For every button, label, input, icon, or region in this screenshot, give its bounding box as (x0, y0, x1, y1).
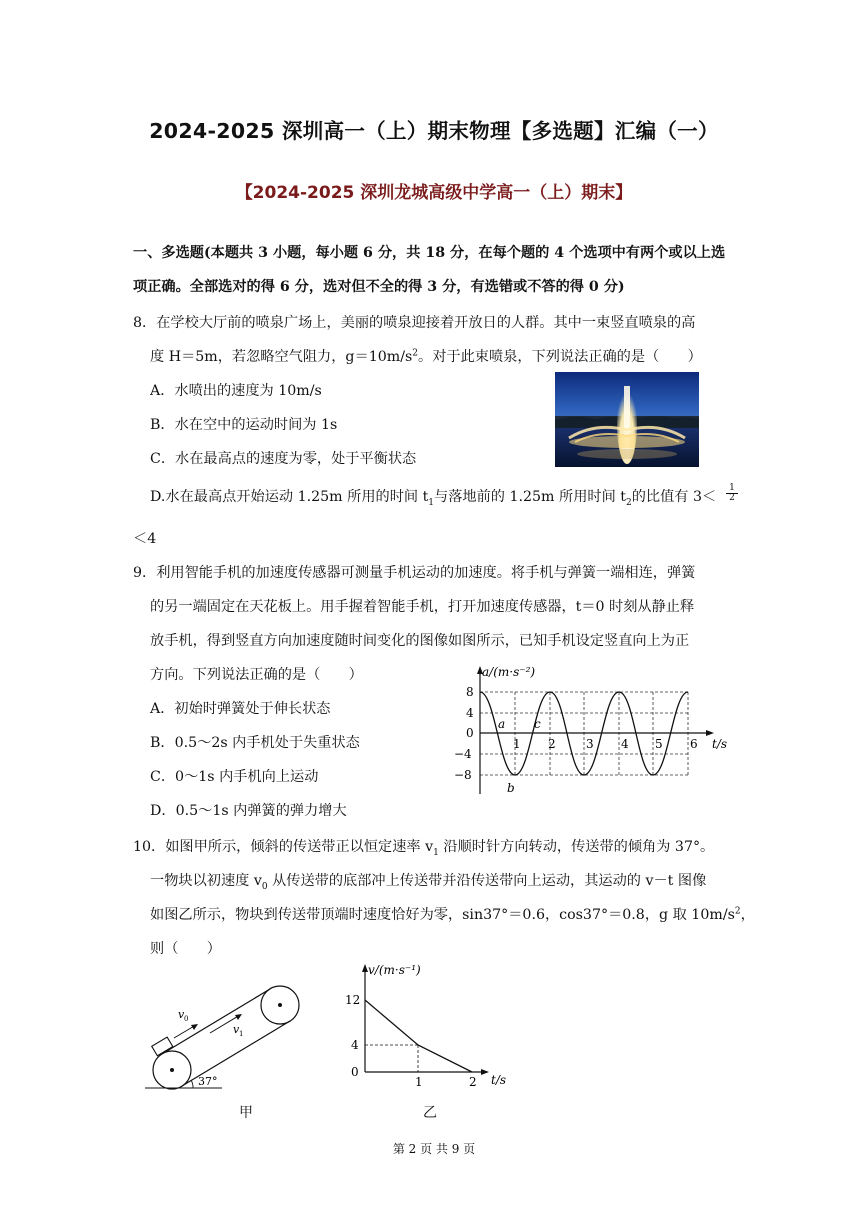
graph9-xtick-6: 6 (690, 737, 698, 751)
graph9-ytick-0: 0 (466, 726, 474, 740)
velocity-time-graph (335, 960, 525, 1090)
section-subtitle: 【2024-2025 深圳龙城高级中学高一（上）期末】 (235, 183, 633, 203)
fig-b-ylabel: v/(m·s⁻¹) (368, 963, 421, 977)
q9-stem-line4: 方向。下列说法正确的是（ ） (150, 667, 363, 683)
q8-stem-line2: 度 H＝5m，若忽略空气阻力，$g=10m/s^2$。对于此束喷泉，下列说法正确的是（ ） (150, 348, 702, 365)
graph9-ylabel: a/(m·s⁻²) (482, 665, 536, 679)
q8-option-d-tail: ＜4 (133, 531, 157, 547)
fig-a-angle-label: 37° (198, 1075, 218, 1088)
fig-b-ytick-0: 0 (351, 1065, 359, 1079)
q8-option-b: B．水在空中的运动时间为 1s (150, 417, 338, 433)
fig-a-v0-sub: 0 (184, 1015, 189, 1023)
q10-stem-line4: 则（ ） (150, 941, 221, 957)
fig-b-xtick-2: 2 (469, 1075, 477, 1089)
graph9-xtick-3: 3 (586, 737, 594, 751)
q9-option-d: D．0.5～1s 内弹簧的弹力增大 (150, 803, 347, 819)
q10-stem-line3: 如图乙所示，物块到传送带顶端时速度恰好为零，sin37°＝0.6，cos37°＝0.8，g 取 $10m/s^2$， (150, 906, 755, 923)
graph9-point-a: a (498, 717, 506, 731)
q8-option-a: A．水喷出的速度为 10m/s (150, 383, 322, 399)
q9-option-a: A．初始时弹簧处于伸长状态 (150, 701, 331, 717)
fig-a-caption: 甲 (239, 1105, 253, 1121)
acceleration-time-graph (440, 662, 740, 802)
graph9-ytick-neg8: −8 (454, 768, 472, 782)
fig-b-xlabel: t/s (491, 1073, 507, 1087)
q8-stem-line1: 8．在学校大厅前的喷泉广场上，美丽的喷泉迎接着开放日的人群。其中一束竖直喷泉的高 (133, 315, 696, 331)
page-title: 2024-2025 深圳高一（上）期末物理【多选题】汇编（一） (149, 119, 719, 143)
q9-option-b: B．0.5～2s 内手机处于失重状态 (150, 735, 360, 751)
q10-stem-line1: 10．如图甲所示，倾斜的传送带正以恒定速率 $v_1$ 沿顺时针方向转动，传送带的倾角为 37°。 (133, 839, 715, 858)
graph9-ytick-8: 8 (466, 685, 474, 699)
q9-stem-line2: 的另一端固定在天花板上。用手握着智能手机，打开加速度传感器，t＝0 时刻从静止释 (150, 599, 695, 615)
section-instructions-line1: 一、多选题(本题共 3 小题，每小题 6 分，共 18 分，在每个题的 4 个选项中有两个或以上选 (133, 245, 726, 261)
graph9-xlabel: t/s (712, 737, 728, 751)
graph9-ytick-4: 4 (466, 706, 474, 720)
graph9-point-c: c (534, 717, 541, 731)
graph9-ytick-neg4: −4 (454, 747, 472, 761)
q8-option-d: D.水在最高点开始运动 1.25m 所用的时间 $t_1$与落地前的 1.25m 所用时间 $t_2$的比值有 3＜ (150, 489, 717, 508)
fig-a-v1-label: v (233, 1023, 240, 1036)
graph9-xtick-5: 5 (655, 737, 663, 751)
fig-a-v1-sub: 1 (239, 1030, 244, 1038)
section-instructions-line2: 项正确。全部选对的得 6 分，选对但不全的得 3 分，有选错或不答的得 0 分) (133, 279, 625, 295)
q9-stem-line3: 放手机，得到竖直方向加速度随时间变化的图像如图所示，已知手机设定竖直向上为正 (150, 633, 690, 649)
q9-option-c: C．0～1s 内手机向上运动 (150, 769, 319, 785)
graph9-xtick-2: 2 (548, 737, 556, 751)
fig-b-xtick-1: 1 (415, 1075, 423, 1089)
graph9-xtick-1: 1 (513, 737, 521, 751)
page-footer: 第 2 页 共 9 页 (392, 1142, 476, 1156)
conveyor-belt-figure (140, 975, 320, 1100)
fig-b-ytick-4: 4 (351, 1038, 359, 1052)
fig-b-ytick-12: 12 (345, 993, 361, 1007)
q10-stem-line2: 一物块以初速度 $v_0$ 从传送带的底部冲上传送带并沿传送带向上运动，其运动的 v－t 图像 (150, 873, 707, 892)
fig-a-v0-label: v (178, 1008, 185, 1021)
q8-option-c: C．水在最高点的速度为零，处于平衡状态 (150, 451, 417, 467)
graph9-xtick-4: 4 (621, 737, 629, 751)
q9-stem-line1: 9．利用智能手机的加速度传感器可测量手机运动的加速度。将手机与弹簧一端相连，弹簧 (133, 565, 696, 581)
fountain-photo (555, 372, 699, 467)
graph9-point-b: b (507, 781, 515, 795)
q8-fraction: $\frac{1}{2}$ (726, 484, 738, 503)
fig-b-caption: 乙 (423, 1105, 437, 1121)
